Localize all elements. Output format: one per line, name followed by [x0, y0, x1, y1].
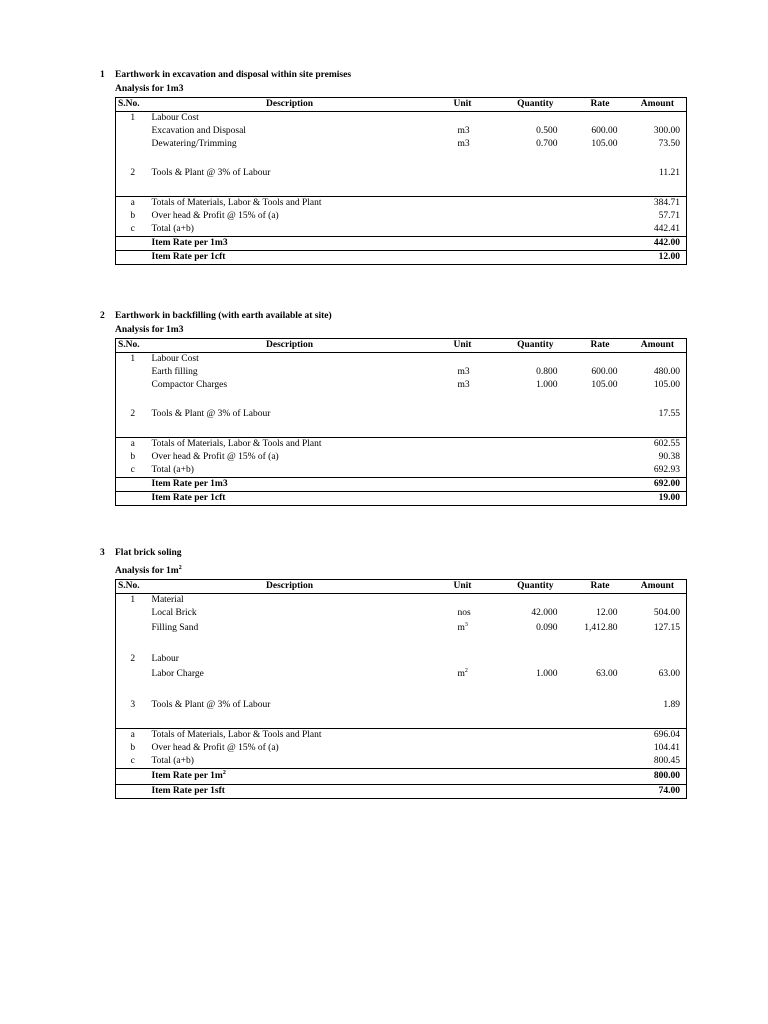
rate-analysis-table: [115, 338, 687, 506]
item-rate-row: [116, 478, 687, 492]
row-unit: $m^3$: [457, 621, 468, 633]
row-description: Totals of Materials, Labor & Tools and Plant: [150, 729, 430, 743]
summary-row-c: [116, 464, 687, 478]
group-row: [116, 594, 687, 608]
row-rate: 105.00: [591, 139, 618, 149]
row-amount: 90.38: [658, 452, 680, 462]
row-amount: 11.21: [658, 168, 680, 178]
col-amount-header: Amount: [622, 580, 687, 594]
row-number: c: [130, 756, 135, 766]
row-amount: 63.00: [658, 669, 680, 679]
item-rate-label: Item Rate per 1m3: [150, 237, 430, 251]
row-number: 1: [130, 354, 136, 364]
row-description: Labor Charge: [151, 669, 204, 679]
row-amount: 1.89: [663, 700, 680, 710]
summary-row-c: [116, 223, 687, 237]
analysis-label: Analysis for $1m^2$: [115, 564, 182, 576]
section-number: 1: [100, 70, 105, 80]
analysis-label: Analysis for 1m3: [115, 84, 184, 94]
table-row: [116, 125, 687, 138]
row-amount: 57.71: [658, 211, 680, 221]
table-row: [116, 366, 687, 379]
row-number: 3: [130, 700, 136, 710]
row-rate: 12.00: [596, 608, 618, 618]
row-description: Dewatering/Trimming: [151, 139, 237, 149]
summary-row-a: [116, 438, 687, 452]
row-amount: 602.55: [622, 438, 687, 452]
col-description-header: Description: [150, 580, 430, 594]
row-amount: 504.00: [653, 608, 680, 618]
row-number: a: [116, 438, 150, 452]
row-unit: nos: [457, 608, 471, 618]
row-description: Total (a+b): [151, 756, 194, 766]
summary-row-b: [116, 742, 687, 755]
item-rate-label: Item Rate per 1cft: [150, 251, 430, 265]
item-rate-row: [116, 251, 687, 265]
row-description: Total (a+b): [151, 224, 194, 234]
col-sno-header: S.No.: [116, 339, 150, 353]
row-number: c: [130, 465, 135, 475]
table-header-row: [116, 580, 687, 594]
group-row: [116, 353, 687, 367]
col-sno-header: S.No.: [116, 580, 150, 594]
col-quantity-header: Quantity: [496, 339, 562, 353]
item-rate-label: Item Rate per 1m3: [150, 478, 430, 492]
row-quantity: 0.500: [536, 126, 558, 136]
row-quantity: 1.000: [536, 380, 558, 390]
col-rate-header: Rate: [562, 339, 622, 353]
row-number: b: [130, 211, 136, 221]
row-quantity: 0.800: [536, 367, 558, 377]
row-description: Over head & Profit @ 15% of (a): [151, 452, 279, 462]
section-heading: [100, 548, 686, 562]
table-row: [116, 379, 687, 392]
tools-row: [116, 167, 687, 180]
col-quantity-header: Quantity: [496, 98, 562, 112]
tools-row: [116, 699, 687, 712]
section-1: [100, 70, 686, 265]
row-description: Total (a+b): [151, 465, 194, 475]
summary-row-b: [116, 451, 687, 464]
row-number: 1: [130, 595, 136, 605]
row-rate: 105.00: [591, 380, 618, 390]
row-unit: m3: [457, 139, 470, 149]
row-description: Local Brick: [151, 608, 197, 618]
group-row: [116, 112, 687, 126]
row-amount: 73.50: [658, 139, 680, 149]
row-unit: m3: [457, 367, 470, 377]
row-quantity: 0.700: [536, 139, 558, 149]
row-quantity: 0.090: [536, 623, 558, 633]
row-number: 2: [130, 409, 136, 419]
col-quantity-header: Quantity: [496, 580, 562, 594]
item-rate-amount: 12.00: [622, 251, 687, 265]
row-rate: 63.00: [596, 669, 618, 679]
item-rate-row: [116, 785, 687, 799]
row-amount: 800.45: [653, 756, 680, 766]
row-unit: m3: [457, 126, 470, 136]
row-number: c: [130, 224, 135, 234]
row-description: Totals of Materials, Labor & Tools and Plant: [150, 197, 430, 211]
row-amount: 105.00: [653, 380, 680, 390]
table-header-row: [116, 98, 687, 112]
section-title: Earthwork in excavation and disposal within site premises: [115, 70, 352, 80]
row-amount: 17.55: [658, 409, 680, 419]
row-description: Filling Sand: [151, 623, 199, 633]
rate-analysis-table: [115, 97, 687, 265]
table-header-row: [116, 339, 687, 353]
row-amount: 442.41: [653, 224, 680, 234]
row-amount: 300.00: [653, 126, 680, 136]
row-description: Compactor Charges: [151, 380, 228, 390]
section-heading: [100, 311, 686, 325]
row-quantity: 42.000: [531, 608, 558, 618]
summary-row-a: [116, 729, 687, 743]
row-description: Over head & Profit @ 15% of (a): [151, 211, 279, 221]
row-number: 2: [130, 654, 136, 664]
group-row: [116, 653, 687, 666]
col-sno-header: S.No.: [116, 98, 150, 112]
row-description: Labour Cost: [151, 354, 199, 364]
item-rate-amount: 800.00: [622, 769, 687, 785]
row-description: Tools & Plant @ 3% of Labour: [151, 409, 271, 419]
row-amount: 696.04: [622, 729, 687, 743]
item-rate-amount: 19.00: [622, 492, 687, 506]
item-rate-amount: 442.00: [622, 237, 687, 251]
section-number: 2: [100, 311, 105, 321]
row-amount: 692.93: [653, 465, 680, 475]
col-description-header: Description: [150, 98, 430, 112]
col-rate-header: Rate: [562, 580, 622, 594]
row-rate: 600.00: [591, 367, 618, 377]
table-row: [116, 138, 687, 151]
section-number: 3: [100, 548, 105, 558]
row-unit: $m^2$: [457, 667, 468, 679]
row-description: Tools & Plant @ 3% of Labour: [151, 700, 271, 710]
row-unit: m3: [457, 380, 470, 390]
col-unit-header: Unit: [430, 339, 496, 353]
item-rate-row: [116, 237, 687, 251]
col-unit-header: Unit: [430, 98, 496, 112]
col-amount-header: Amount: [622, 339, 687, 353]
rate-analysis-table: [115, 579, 687, 799]
item-rate-label: Item Rate per 1cft: [150, 492, 430, 506]
row-description: Tools & Plant @ 3% of Labour: [151, 168, 271, 178]
section-heading: [100, 70, 686, 84]
col-unit-header: Unit: [430, 580, 496, 594]
item-rate-label: Item Rate per $1m^2$: [150, 769, 430, 785]
item-rate-row: [116, 769, 687, 785]
row-number: a: [116, 197, 150, 211]
section-3: [100, 548, 686, 799]
row-description: Totals of Materials, Labor & Tools and Plant: [150, 438, 430, 452]
row-rate: 600.00: [591, 126, 618, 136]
summary-row-c: [116, 755, 687, 769]
row-description: Over head & Profit @ 15% of (a): [151, 743, 279, 753]
row-amount: 480.00: [653, 367, 680, 377]
row-amount: 104.41: [653, 743, 680, 753]
table-row: [116, 666, 687, 683]
col-amount-header: Amount: [622, 98, 687, 112]
row-description: Earth filling: [151, 367, 198, 377]
row-description: Labour Cost: [151, 113, 199, 123]
item-rate-label: Item Rate per 1sft: [150, 785, 430, 799]
section-title: Earthwork in backfilling (with earth available at site): [115, 311, 332, 321]
summary-row-a: [116, 197, 687, 211]
col-rate-header: Rate: [562, 98, 622, 112]
item-rate-row: [116, 492, 687, 506]
row-number: 2: [130, 168, 136, 178]
item-rate-amount: 692.00: [622, 478, 687, 492]
row-quantity: 1.000: [536, 669, 558, 679]
table-row: [116, 620, 687, 637]
row-description: Labour: [151, 654, 179, 664]
item-rate-amount: 74.00: [622, 785, 687, 799]
summary-row-b: [116, 210, 687, 223]
tools-row: [116, 408, 687, 421]
row-number: 1: [130, 113, 136, 123]
row-number: a: [116, 729, 150, 743]
row-rate: 1,412.80: [584, 623, 618, 633]
table-row: [116, 607, 687, 620]
section-2: [100, 311, 686, 506]
row-description: Excavation and Disposal: [151, 126, 246, 136]
row-number: b: [130, 743, 136, 753]
row-description: Material: [151, 595, 184, 605]
row-amount: 384.71: [622, 197, 687, 211]
row-number: b: [130, 452, 136, 462]
section-title: Flat brick soling: [115, 548, 182, 558]
analysis-label: Analysis for 1m3: [115, 325, 184, 335]
col-description-header: Description: [150, 339, 430, 353]
row-amount: 127.15: [653, 623, 680, 633]
